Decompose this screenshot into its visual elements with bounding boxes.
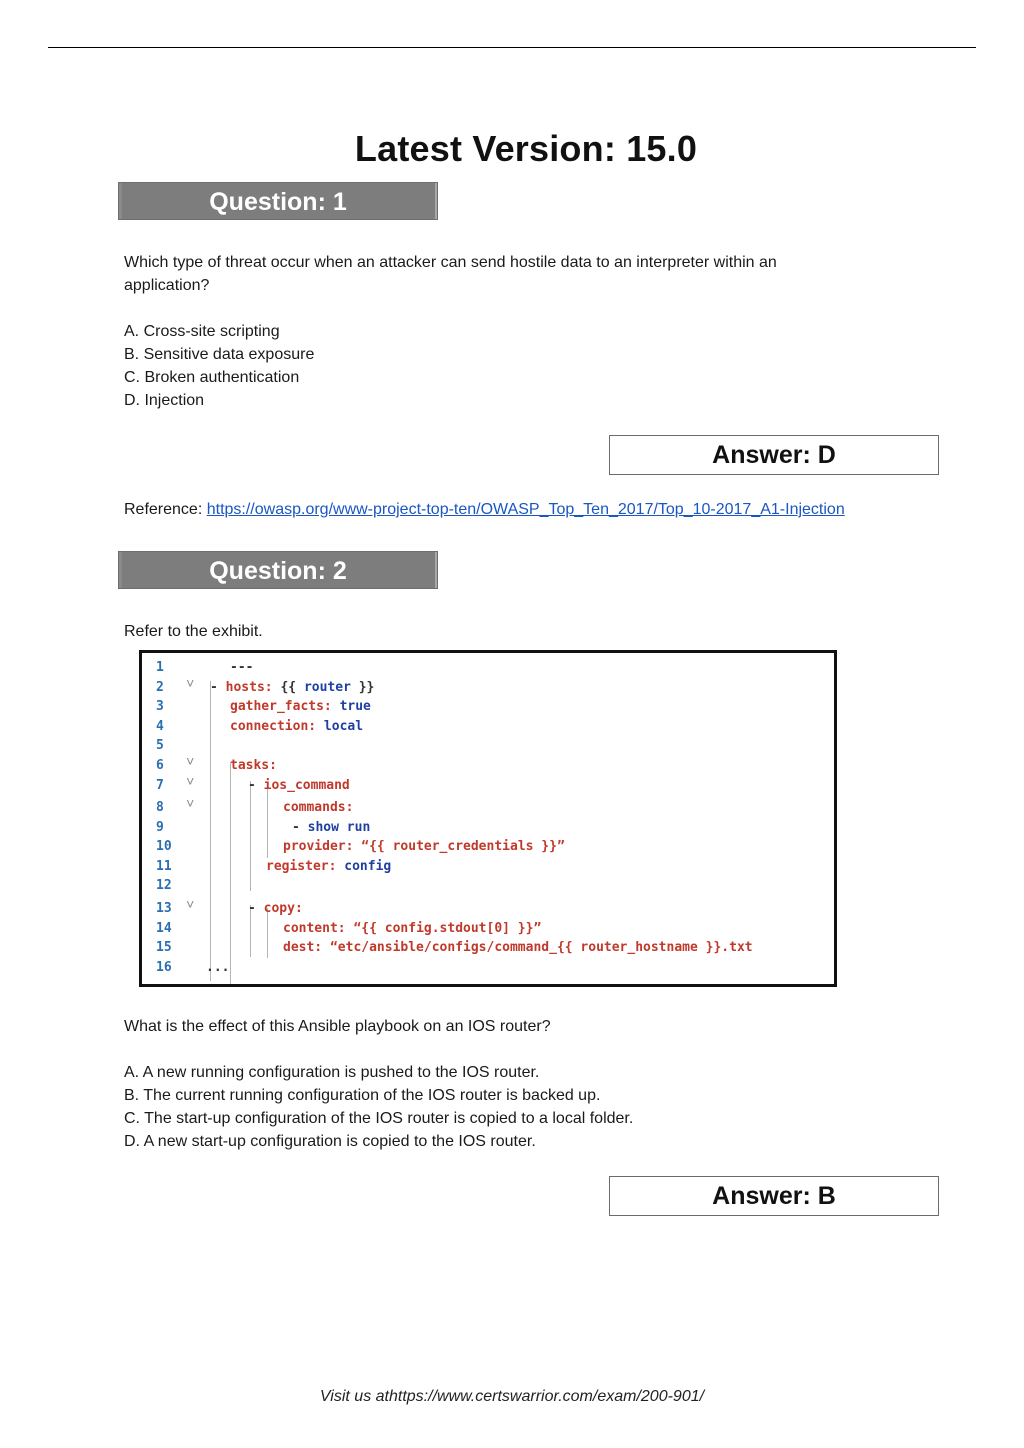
line-number: 10: [156, 839, 172, 854]
fold-chevron-icon[interactable]: ˅: [186, 796, 195, 812]
code-text: [283, 798, 353, 818]
option-c: C. Broken authentication: [124, 369, 300, 386]
code-text: [266, 857, 391, 877]
question-1-line-1: Which type of threat occur when an attacker can send hostile data to an interpreter within an: [124, 254, 777, 271]
code-line: [142, 736, 834, 756]
code-line: [142, 938, 834, 958]
question-1-label: Question: 1: [209, 188, 347, 216]
code-token: “{{ router_credentials }}”: [353, 839, 565, 854]
code-text: [230, 658, 253, 678]
code-line: [142, 837, 834, 857]
code-token: ---: [230, 660, 254, 675]
code-token: config: [336, 859, 392, 874]
code-text: [210, 678, 374, 698]
line-number: 11: [156, 859, 172, 874]
option-d: D. Injection: [124, 392, 205, 409]
code-token: -: [210, 680, 226, 695]
code-token: copy:: [263, 901, 303, 916]
code-text: [248, 899, 303, 919]
code-text: [283, 919, 541, 939]
fold-chevron-icon[interactable]: ˅: [186, 676, 195, 692]
reference-link[interactable]: https://owasp.org/www-project-top-ten/OWASP_Top_Ten_2017/Top_10-2017_A1-Injection: [206, 501, 845, 518]
code-line: [142, 876, 834, 896]
top-rule: [48, 47, 976, 48]
answer-2-box: Answer: B: [609, 1176, 939, 1216]
exhibit-intro: Refer to the exhibit.: [124, 623, 263, 640]
fold-chevron-icon[interactable]: ˅: [186, 754, 195, 770]
code-line: [142, 717, 834, 737]
line-number: 7: [156, 778, 164, 793]
code-token: gather_facts:: [230, 699, 332, 714]
line-number: 13: [156, 901, 172, 916]
code-text: [292, 818, 370, 838]
fold-chevron-icon[interactable]: ˅: [186, 774, 195, 790]
option-a: A. Cross-site scripting: [124, 323, 280, 340]
line-number: 12: [156, 878, 172, 893]
reference-label: Reference:: [124, 501, 207, 518]
question-2-options: [124, 1061, 633, 1153]
line-number: 6: [156, 758, 164, 773]
answer-1-box: Answer: D: [609, 435, 939, 475]
code-line: [142, 818, 834, 838]
code-token: dest:: [283, 940, 323, 955]
code-token: ...: [206, 960, 230, 975]
code-token: ios_command: [263, 778, 350, 793]
line-number: 2: [156, 680, 164, 695]
code-token: provider:: [283, 839, 354, 854]
code-token: {{: [272, 680, 304, 695]
line-number: 16: [156, 960, 172, 975]
code-line: [142, 756, 834, 776]
code-token: tasks:: [230, 758, 277, 773]
code-token: -: [248, 901, 264, 916]
question-1-banner: [118, 182, 438, 220]
code-token: hosts:: [225, 680, 273, 695]
code-text: [283, 938, 753, 958]
code-line: [142, 857, 834, 877]
option-a: A. A new running configuration is pushed to the IOS router.: [124, 1064, 540, 1081]
line-number: 8: [156, 800, 164, 815]
code-token: “{{ config.stdout[0] }}”: [345, 921, 542, 936]
code-token: local: [316, 719, 364, 734]
code-token: show run: [307, 820, 371, 835]
code-token: true: [331, 699, 371, 714]
code-token: register:: [266, 859, 337, 874]
line-number: 3: [156, 699, 164, 714]
code-text: [283, 837, 565, 857]
code-token: -: [248, 778, 264, 793]
code-line: [142, 658, 834, 678]
question-2-label: Question: 2: [209, 557, 347, 585]
code-line: [142, 697, 834, 717]
code-text: [206, 958, 229, 978]
option-d: D. A new start-up configuration is copied to the IOS router.: [124, 1133, 536, 1150]
code-token: “etc/ansible/configs/command_{{ router_hostname }}.txt: [322, 940, 753, 955]
code-text: [230, 756, 277, 776]
footer-text: Visit us athttps://www.certswarrior.com/exam/200-901/: [319, 1388, 705, 1405]
code-exhibit: [139, 650, 837, 987]
line-number: 4: [156, 719, 164, 734]
code-text: [230, 697, 371, 717]
option-b: B. The current running configuration of the IOS router is backed up.: [124, 1087, 601, 1104]
option-c: C. The start-up configuration of the IOS router is copied to a local folder.: [124, 1110, 634, 1127]
code-token: commands:: [283, 800, 354, 815]
code-token: -: [292, 820, 308, 835]
line-number: 9: [156, 820, 164, 835]
code-line: [142, 919, 834, 939]
code-token: }}: [350, 680, 375, 695]
reference-line: [124, 498, 845, 521]
code-text: [248, 776, 350, 796]
question-1-line-2: application?: [124, 277, 210, 294]
question-1-options: [124, 320, 314, 412]
option-b: B. Sensitive data exposure: [124, 346, 315, 363]
question-1-text: [124, 251, 928, 297]
code-line: [142, 798, 834, 818]
line-number: 5: [156, 738, 164, 753]
code-token: router: [303, 680, 351, 695]
fold-chevron-icon[interactable]: ˅: [186, 897, 195, 913]
page-title: Latest Version: 15.0: [354, 128, 698, 169]
line-number: 1: [156, 660, 164, 675]
code-text: [230, 717, 363, 737]
line-number: 15: [156, 940, 172, 955]
question-2-banner: [118, 551, 438, 589]
code-token: content:: [283, 921, 346, 936]
code-token: connection:: [230, 719, 317, 734]
code-line: [142, 958, 834, 978]
code-line: [142, 678, 834, 698]
code-line: [142, 899, 834, 919]
line-number: 14: [156, 921, 172, 936]
question-2-text: What is the effect of this Ansible playbook on an IOS router?: [124, 1018, 551, 1035]
code-line: [142, 776, 834, 796]
